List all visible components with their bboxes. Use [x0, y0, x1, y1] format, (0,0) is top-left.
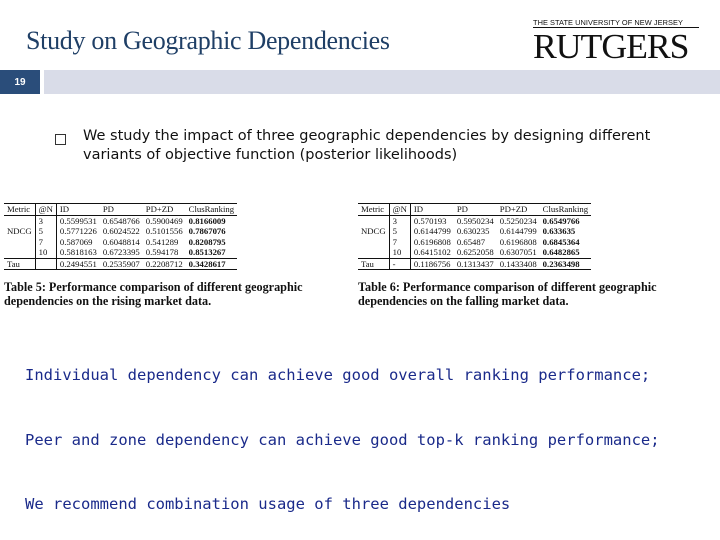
- finding-text: Peer and zone dependency can achieve good top-k ranking performance;: [25, 431, 660, 449]
- table6-col-header: PD: [454, 204, 497, 216]
- table-cell: 0.541289: [145, 236, 179, 247]
- table5-col-header: Metric: [4, 204, 35, 216]
- table5-caption: Table 5: Performance comparison of different geographic dependencies on the rising market data.: [4, 280, 303, 308]
- table-row: [358, 215, 591, 226]
- table-cell: 0.7867076: [188, 226, 226, 236]
- table5-metric-cell: [4, 237, 35, 248]
- table-cell: 0.6144799: [413, 226, 451, 236]
- table6-header-row: [358, 204, 591, 216]
- table-row: [4, 215, 237, 226]
- table-cell: 0.6252058: [454, 247, 497, 258]
- table6-tau-row: [358, 258, 591, 270]
- table-cell: 0.594178: [143, 247, 186, 258]
- table-cell: 0.2363498: [540, 258, 591, 270]
- logo-top-text: THE STATE UNIVERSITY OF NEW JERSEY: [533, 18, 699, 28]
- table-cell: 0.5771226: [59, 226, 97, 236]
- bullet-square-icon: [55, 134, 66, 145]
- table-cell: -: [389, 258, 410, 270]
- table6-metric-cell: [358, 237, 389, 248]
- table-cell: 0.633635: [542, 226, 576, 236]
- table6-caption: Table 6: Performance comparison of different geographic dependencies on the falling market data.: [358, 280, 657, 308]
- table-cell: 0.570193: [413, 215, 447, 226]
- table-row: [358, 226, 591, 237]
- table-cell: 0.1433408: [497, 258, 540, 270]
- table-cell: [35, 258, 56, 270]
- table-row: [4, 226, 237, 237]
- table-cell: 5: [35, 226, 56, 237]
- table6-col-header: Metric: [358, 204, 389, 216]
- table-cell: 0.8513267: [186, 247, 237, 258]
- table-cell: 0.5250234: [499, 215, 537, 226]
- table-cell: 0.2494551: [56, 258, 99, 270]
- table5-col-header: @N: [35, 204, 56, 216]
- table-cell: 0.587069: [59, 236, 93, 247]
- table6-col-header: PD+ZD: [497, 204, 540, 216]
- table-row: [4, 247, 237, 258]
- table-cell: 0.5900469: [145, 215, 183, 226]
- finding-text: We recommend combination usage of three dependencies: [25, 495, 511, 513]
- table-cell: 0.6307051: [497, 247, 540, 258]
- table-cell: 0.6196808: [413, 236, 451, 247]
- table5-tau-row: [4, 258, 237, 270]
- table-cell: 0.1313437: [454, 258, 497, 270]
- table5: [4, 203, 237, 270]
- table5-col-header: PD: [100, 204, 143, 216]
- table-cell: 0.6549766: [542, 215, 580, 226]
- table-cell: Tau: [358, 258, 389, 270]
- table-cell: 0.5599531: [59, 215, 97, 226]
- table-cell: 0.6415102: [410, 247, 453, 258]
- table5-metric-cell: [4, 215, 35, 226]
- table-cell: 3: [35, 215, 56, 226]
- table-cell: 0.6048814: [102, 236, 140, 247]
- table-cell: 0.630235: [456, 226, 490, 236]
- table-cell: 0.5101556: [145, 226, 183, 236]
- table-cell: 0.2535907: [100, 258, 143, 270]
- table5-metric-label: NDCG: [4, 226, 35, 237]
- table6-metric-cell: [358, 247, 389, 258]
- table6-col-header: ID: [410, 204, 453, 216]
- logo-main-text: RUTGERS: [533, 27, 689, 66]
- table-cell: 0.8166009: [188, 215, 226, 226]
- bullet-text: We study the impact of three geographic dependencies by designing different variants of objective function (posterior likelihoods): [83, 128, 651, 163]
- table-cell: 0.6482865: [540, 247, 591, 258]
- table6-col-header: @N: [389, 204, 410, 216]
- table-cell: 3: [389, 215, 410, 226]
- table5-col-header: ID: [56, 204, 99, 216]
- table-cell: 7: [35, 237, 56, 248]
- table5-header-row: [4, 204, 237, 216]
- table6-metric-cell: [358, 215, 389, 226]
- table-row: [358, 247, 591, 258]
- table6: [358, 203, 591, 270]
- table6-container: [358, 203, 706, 308]
- table-cell: 0.5818163: [56, 247, 99, 258]
- table6-metric-label: NDCG: [358, 226, 389, 237]
- slide-title: Study on Geographic Dependencies: [26, 26, 390, 55]
- table-cell: 5: [389, 226, 410, 237]
- finding-text: Individual dependency can achieve good overall ranking performance;: [25, 366, 651, 384]
- table-cell: 0.6024522: [102, 226, 140, 236]
- table-row: [4, 237, 237, 248]
- header-bar: [44, 70, 720, 94]
- table-cell: 0.3428617: [186, 258, 237, 270]
- rutgers-logo: [533, 18, 699, 68]
- table-cell: 0.1186756: [410, 258, 453, 270]
- table-cell: Tau: [4, 258, 35, 270]
- table-cell: 10: [389, 247, 410, 258]
- table-cell: 0.6196808: [499, 236, 537, 247]
- table-cell: 0.2208712: [143, 258, 186, 270]
- table5-col-header: PD+ZD: [143, 204, 186, 216]
- table-cell: 0.5950234: [456, 215, 494, 226]
- table5-container: [4, 203, 346, 308]
- table5-col-header: ClusRanking: [186, 204, 237, 216]
- table-cell: 0.6144799: [499, 226, 537, 236]
- table5-metric-cell: [4, 247, 35, 258]
- table-cell: 0.6845364: [542, 236, 580, 247]
- table-cell: 0.6723395: [100, 247, 143, 258]
- slide-number: 19: [0, 70, 40, 94]
- table-cell: 0.6548766: [102, 215, 140, 226]
- table-row: [358, 237, 591, 248]
- table-cell: 10: [35, 247, 56, 258]
- table-cell: 0.65487: [456, 236, 486, 247]
- table-cell: 0.8208795: [188, 236, 226, 247]
- table-cell: 7: [389, 237, 410, 248]
- table6-col-header: ClusRanking: [540, 204, 591, 216]
